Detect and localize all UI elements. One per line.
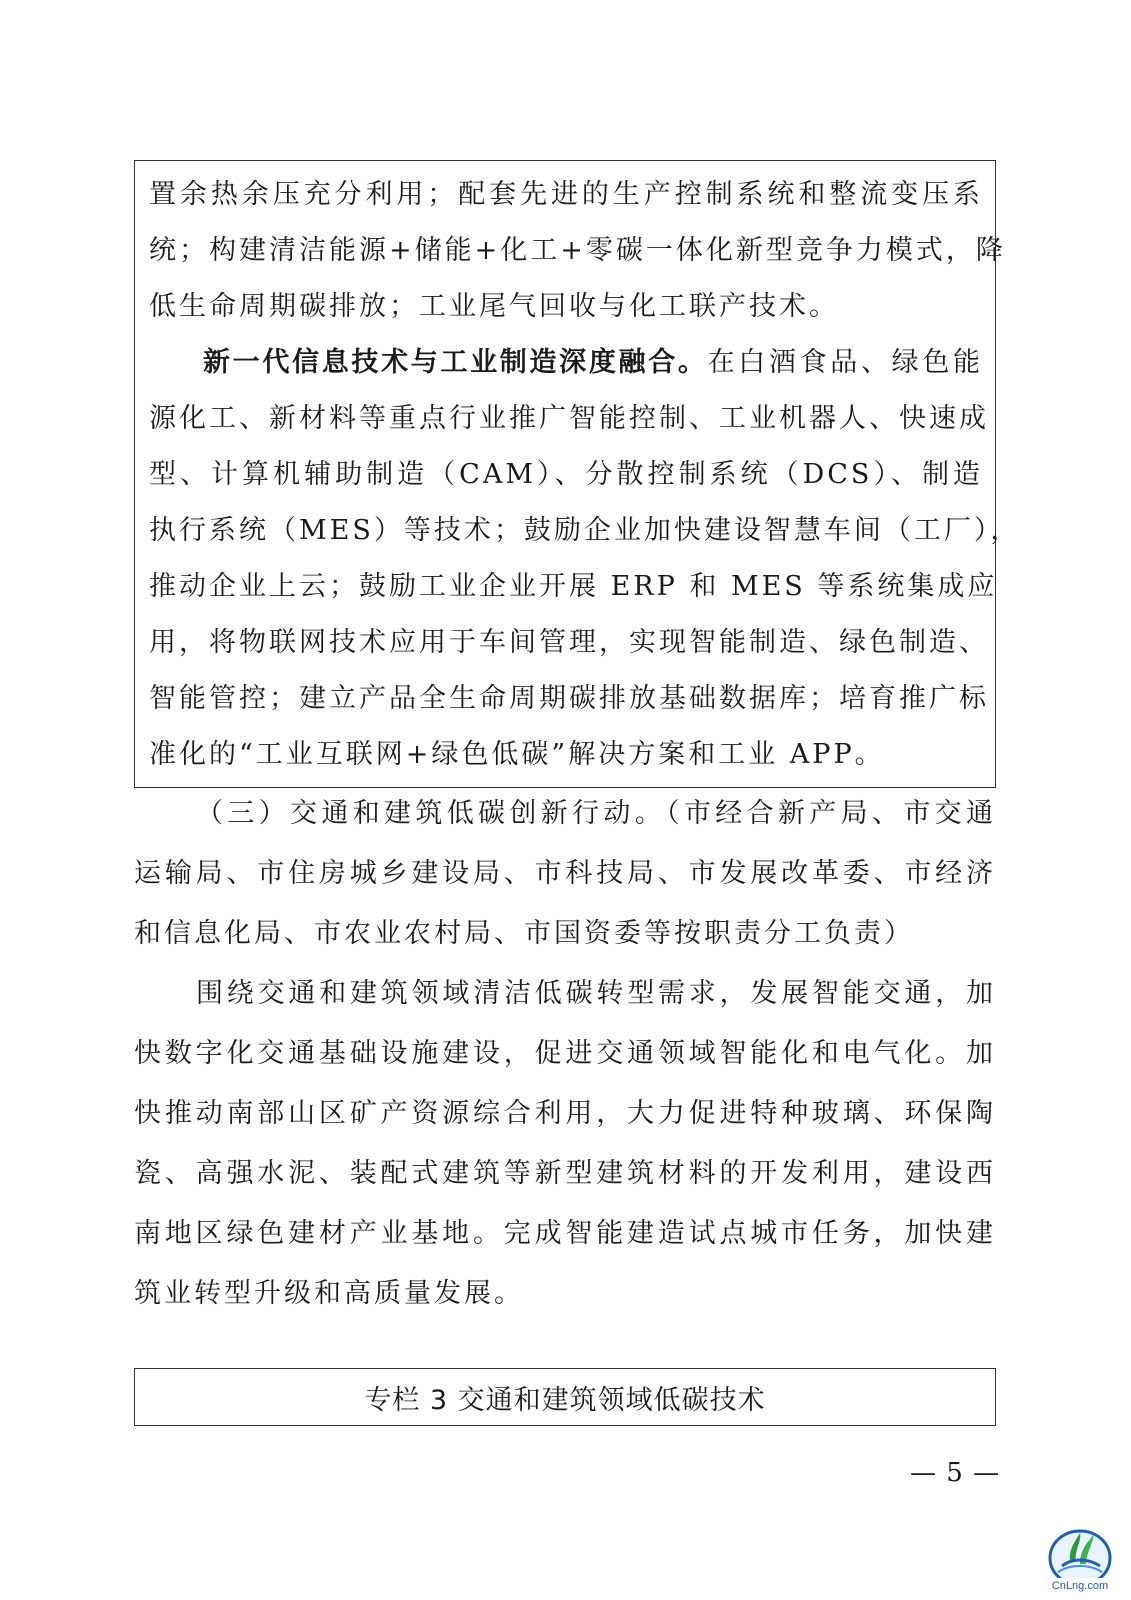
paragraph-line: 瓷、高强水泥、装配式建筑等新型建筑材料的开发利用，建设西 (134, 1158, 996, 1189)
box-line: 推动企业上云；鼓励工业企业开展 ERP 和 MES 等系统集成应 (149, 571, 998, 602)
paragraph-line: 围绕交通和建筑领域清洁低碳转型需求，发展智能交通，加 (196, 978, 996, 1009)
section-heading-line: （三）交通和建筑低碳创新行动。（市经合新产局、市交通 (196, 798, 996, 829)
box-line: 智能管控；建立产品全生命周期碳排放基础数据库；培育推广标 (149, 683, 989, 714)
info-box-industry (134, 160, 1021, 788)
box-line: 准化的“工业互联网+绿色低碳”解决方案和工业 APP。 (149, 739, 885, 770)
box-line: 源化工、新材料等重点行业推广智能控制、工业机器人、快速成 (149, 403, 989, 434)
column-box-title (134, 1368, 996, 1426)
box-paragraph-first-line (203, 345, 983, 381)
box-line: 统；构建清洁能源+储能+化工+零碳一体化新型竞争力模式，降 (149, 235, 1006, 266)
box-line: 用，将物联网技术应用于车间管理，实现智能制造、绿色制造、 (149, 627, 989, 658)
paragraph-line: 快推动南部山区矿产资源综合利用，大力促进特种玻璃、环保陶 (134, 1098, 996, 1129)
paragraph-line: 筑业转型升级和高质量发展。 (134, 1278, 524, 1309)
column-title: 专栏 3 交通和建筑领域低碳技术 (364, 1384, 766, 1416)
paragraph-line: 快数字化交通基础设施建设，促进交通领域智能化和电气化。加 (134, 1038, 996, 1069)
section-line: 运输局、市住房城乡建设局、市科技局、市发展改革委、市经济 (134, 858, 996, 889)
section-line: 和信息化局、市农业农村局、市国资委等按职责分工负责） (134, 918, 914, 949)
cnlng-logo-icon (1040, 1528, 1120, 1594)
box-line: 型、计算机辅助制造（CAM）、分散控制系统（DCS）、制造 (149, 459, 983, 490)
box-line: 置余热余压充分利用；配套先进的生产控制系统和整流变压系 (149, 179, 983, 210)
page-number: — 5 — (910, 1458, 1001, 1488)
paragraph-line: 南地区绿色建材产业基地。完成智能建造试点城市任务，加快建 (134, 1218, 996, 1249)
bold-heading: 新一代信息技术与工业制造深度融合。 (203, 347, 708, 378)
box-line: 低生命周期碳排放；工业尾气回收与化工联产技术。 (149, 291, 839, 322)
logo-text: CnLng.com (1051, 1580, 1109, 1592)
box-line-rest: 在白酒食品、绿色能 (707, 347, 984, 378)
box-line: 执行系统（MES）等技术；鼓励企业加快建设智慧车间（工厂）， (149, 515, 1021, 546)
